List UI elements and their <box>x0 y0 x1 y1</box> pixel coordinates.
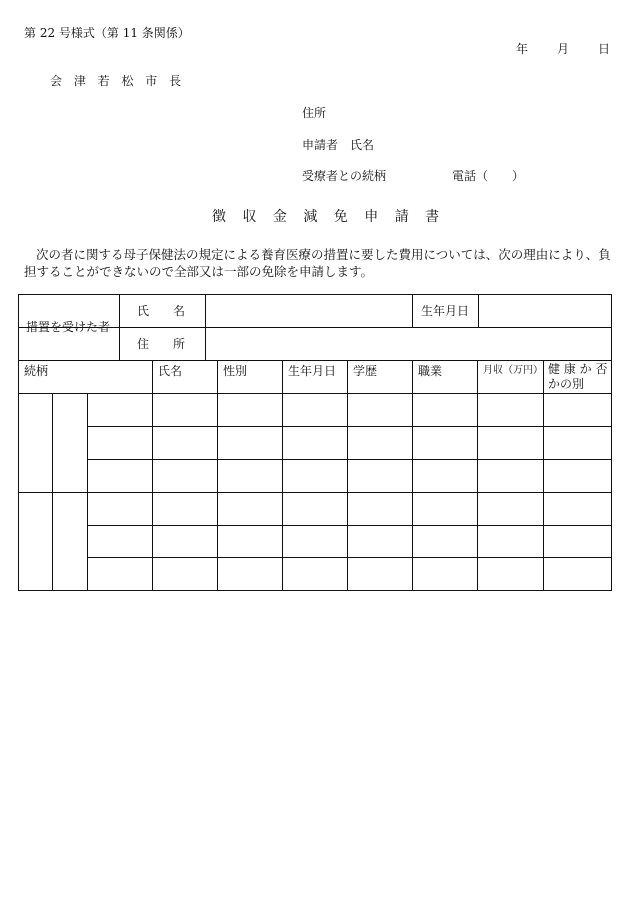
table-border <box>18 294 19 590</box>
name-label: 氏 名 <box>137 304 186 318</box>
address-label: 住所 <box>302 106 327 120</box>
table-border <box>412 294 413 327</box>
table-border <box>87 525 612 526</box>
column-health: 健 康 か 否 かの別 <box>548 362 608 391</box>
table-border <box>87 557 612 558</box>
form-number: 第 22 号様式（第 11 条関係） <box>24 26 190 40</box>
table-border <box>52 393 53 590</box>
table-border <box>119 294 120 360</box>
column-gender: 性別 <box>223 364 248 378</box>
table-border <box>87 426 612 427</box>
recipient-label: 措置を受けた者 <box>26 320 111 334</box>
table-border <box>543 360 544 590</box>
table-border <box>478 294 479 327</box>
table-border <box>18 492 612 493</box>
date-month: 月 <box>557 42 570 56</box>
table-border <box>18 360 612 361</box>
table-border <box>611 294 612 590</box>
table-border <box>87 459 612 460</box>
column-education: 学歴 <box>353 364 378 378</box>
table-border <box>205 294 206 360</box>
body-text: 次の者に関する母子保健法の規定による養育医療の措置に要した費用については、次の理由により、負担することができないので全部又は一部の免除を申請します。 <box>24 247 611 279</box>
table-border <box>18 590 612 591</box>
column-relation: 続柄 <box>24 364 49 378</box>
table-border <box>347 360 348 590</box>
dob-label: 生年月日 <box>421 304 470 318</box>
column-occupation: 職業 <box>418 364 443 378</box>
date-year: 年 <box>516 42 529 56</box>
column-income: 月収（万円） <box>483 365 543 376</box>
table-border <box>217 360 218 590</box>
table-border <box>18 294 612 295</box>
applicant-name-label: 申請者 氏名 <box>302 138 375 152</box>
table-border <box>412 360 413 590</box>
table-border <box>477 360 478 590</box>
relation-label: 受療者との続柄 <box>302 169 387 183</box>
column-name: 氏名 <box>158 364 183 378</box>
table-border <box>18 393 612 394</box>
table-border <box>282 360 283 590</box>
table-border <box>87 393 88 590</box>
column-dob: 生年月日 <box>288 364 337 378</box>
date-day: 日 <box>598 42 611 56</box>
recipient-address-label: 住 所 <box>137 337 186 351</box>
phone-label: 電話（ ） <box>452 169 525 183</box>
addressee: 会 津 若 松 市 長 <box>50 74 186 88</box>
document-title: 徴 収 金 減 免 申 請 書 <box>212 209 446 225</box>
date-line <box>516 40 610 57</box>
table-border <box>152 360 153 590</box>
